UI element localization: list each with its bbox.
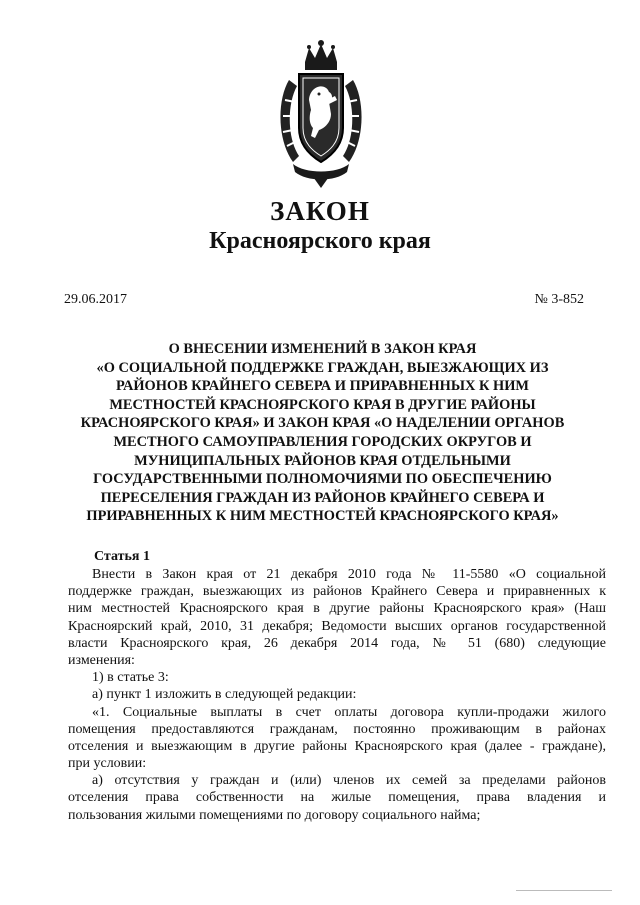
law-heading <box>50 340 595 526</box>
heading-line: МЕСТНОСТЕЙ КРАСНОЯРСКОГО КРАЯ В ДРУГИЕ РАЙОНЫ <box>109 396 536 413</box>
body-line: ним местностей Красноярского края в другие районы Красноярского края» (Наш <box>68 601 606 617</box>
body-line: отселения права собственности на жилые помещения, права владения и <box>68 790 606 806</box>
body-line: при условии: <box>68 756 147 772</box>
heading-line: ПЕРЕСЕЛЕНИЯ ГРАЖДАН ИЗ РАЙОНОВ КРАЙНЕГО СЕВЕРА И <box>100 489 545 506</box>
article-body <box>68 566 606 824</box>
document-subtitle: Красноярского края <box>209 228 431 254</box>
body-line: помещения предоставляются гражданам, постоянно проживающим в районах <box>68 721 606 737</box>
heading-line: РАЙОНОВ КРАЙНЕГО СЕВЕРА И ПРИРАВНЕННЫХ К НИМ <box>116 378 529 395</box>
document-date: 29.06.2017 <box>64 292 127 307</box>
heading-line: МУНИЦИПАЛЬНЫХ РАЙОНОВ КРАЯ ОТДЕЛЬНЫМИ <box>134 452 511 469</box>
body-line: Внести в Закон края от 21 декабря 2010 года № 11-5580 «О социальной <box>92 567 606 582</box>
body-line: «1. Социальные выплаты в счет оплаты договора купли-продажи жилого <box>92 704 606 720</box>
document-number: № 3-852 <box>534 292 584 307</box>
article-title: Статья 1 <box>94 549 150 564</box>
body-line: а) отсутствия у граждан и (или) членов их семей за пределами районов <box>92 773 606 789</box>
heading-line: ГОСУДАРСТВЕННЫМИ ПОЛНОМОЧИЯМИ ПО ОБЕСПЕЧЕНИЮ <box>93 471 552 488</box>
heading-line: «О СОЦИАЛЬНОЙ ПОДДЕРЖКЕ ГРАЖДАН, ВЫЕЗЖАЮЩИХ ИЗ <box>96 359 549 376</box>
document-title: ЗАКОН <box>270 196 370 226</box>
heading-line: КРАСНОЯРСКОГО КРАЯ» И ЗАКОН КРАЯ «О НАДЕЛЕНИИ ОРГАНОВ <box>80 415 565 432</box>
body-line: власти Красноярского края, 26 декабря 2014 года, № 51 (680) следующие <box>68 635 606 651</box>
body-line: изменения: <box>68 652 135 668</box>
coat-of-arms-emblem <box>275 40 367 190</box>
heading-line: О ВНЕСЕНИИ ИЗМЕНЕНИЙ В ЗАКОН КРАЯ <box>168 341 477 357</box>
page-edge-mark <box>516 890 612 891</box>
heading-line: ПРИРАВНЕННЫХ К НИМ МЕСТНОСТЕЙ КРАСНОЯРСКОГО КРАЯ» <box>86 508 559 525</box>
body-line: пользования жилыми помещениями по договору социального найма; <box>68 807 481 823</box>
body-line: а) пункт 1 изложить в следующей редакции: <box>92 687 357 703</box>
body-line: поддержке граждан, выезжающих из районов Крайнего Севера и приравненных к <box>68 584 606 600</box>
body-line: 1) в статье 3: <box>92 670 169 686</box>
heading-line: МЕСТНОГО САМОУПРАВЛЕНИЯ ГОРОДСКИХ ОКРУГОВ И <box>113 433 532 450</box>
body-line: отселения и выезжающим в другие районы Красноярского края (далее - граждане), <box>68 738 606 754</box>
body-line: Красноярский край, 2010, 31 декабря; Ведомости высших органов государственной <box>68 618 606 634</box>
